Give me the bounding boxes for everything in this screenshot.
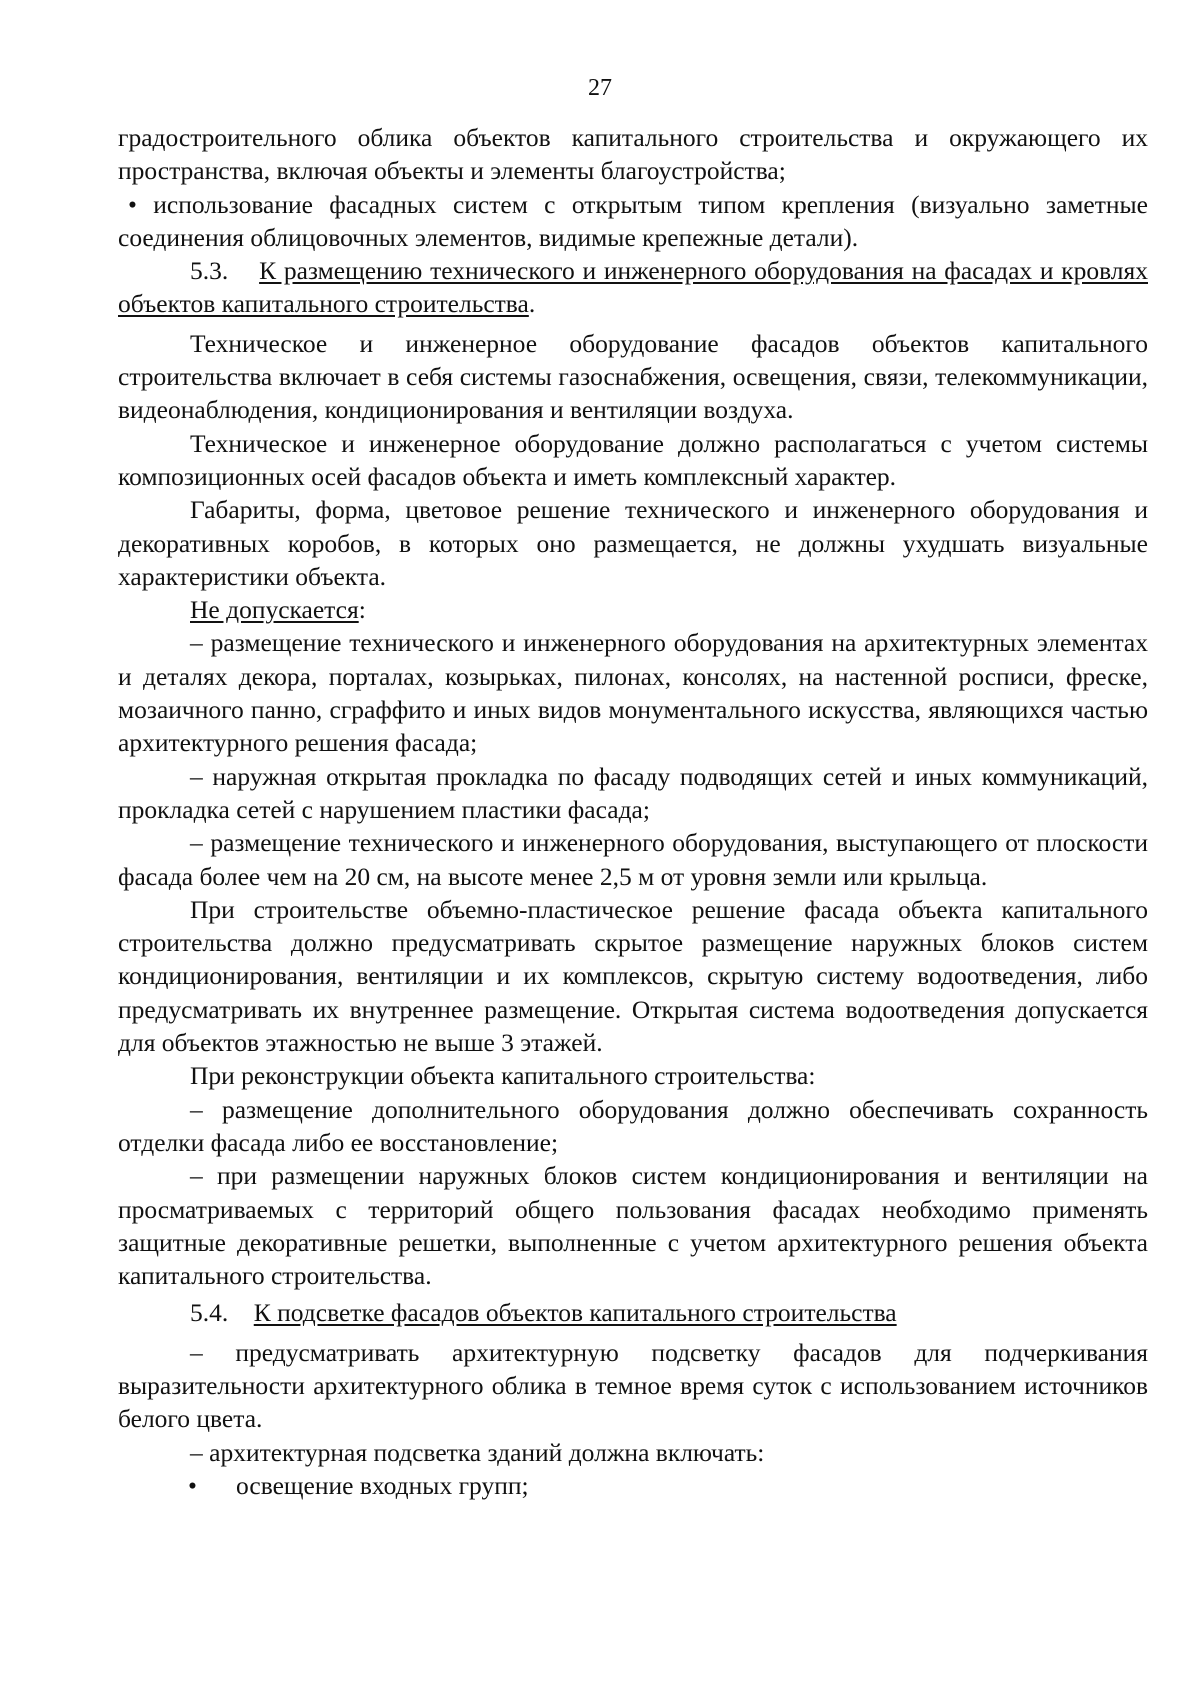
section-5-4-heading: [118, 1296, 1148, 1329]
list-item-additional-equipment: – размещение дополнительного оборудования должно обеспечивать сохранность отделки фасада либо ее восстановление;: [118, 1094, 1148, 1157]
paragraph-continuation: градостроительного облика объектов капитального строительства и окружающего их пространства, включая объекты и элементы благоустройства;: [118, 123, 1148, 186]
bullet-facade-systems: • использование фасадных систем с открытым типом крепления (визуально заметные соединения облицовочных элементов, видимые крепежные детали).: [118, 189, 1148, 252]
paragraph-reconstruction: При реконструкции объекта капитального строительства:: [190, 1061, 816, 1091]
list-item-lighting-includes: – архитектурная подсветка зданий должна включать:: [190, 1437, 765, 1467]
not-allowed-colon: :: [358, 595, 366, 625]
list-item-protruding-equipment: – размещение технического и инженерного оборудования, выступающего от плоскости фасада более чем на 20 см, на высоте менее 2,5 м от уровня земли или крыльца.: [118, 828, 1148, 891]
bullet-mark: •: [188, 1470, 197, 1500]
section-5-3-title: К размещению технического и инженерного оборудования на фасадах и кровлях объектов капитального строительства: [118, 256, 1148, 319]
not-allowed-label: Не допускается: [190, 595, 359, 625]
list-item-decor-placement: – размещение технического и инженерного оборудования на архитектурных элементах и деталях декора, порталах, козырьках, пилонах, консолях, на настенной росписи, фреске, мозаичного панно, сграффито и иных видов монументального искусства, являющихся частью архитектурного решения фасада;: [118, 628, 1148, 758]
list-item-outdoor-units: – при размещении наружных блоков систем кондиционирования и вентиляции на просматриваемых с территорий общего пользования фасадах необходимо применять защитные декоративные решетки, выполненные с учетом архитектурного решения объекта капитального строительства.: [118, 1161, 1148, 1291]
paragraph-dimensions: Габариты, форма, цветовое решение технического и инженерного оборудования и декоративных коробов, в которых оно размещается, не должны ухудшать визуальные характеристики объекта.: [118, 495, 1148, 591]
section-5-3-end: .: [528, 289, 536, 319]
list-item-architectural-lighting: – предусматривать архитектурную подсветку фасадов для подчеркивания выразительности архитектурного облика в темное время суток с использованием источников белого цвета.: [118, 1337, 1148, 1434]
paragraph-not-allowed: [118, 593, 1148, 626]
list-item-open-wiring: – наружная открытая прокладка по фасаду подводящих сетей и иных коммуникаций, прокладка сетей с нарушением пластики фасада;: [118, 761, 1148, 824]
section-5-4-title: К подсветке фасадов объектов капитального строительства: [253, 1298, 897, 1328]
paragraph-equipment-placement: Техническое и инженерное оборудование должно располагаться с учетом системы композиционных осей фасадов объекта и иметь комплексный характер.: [118, 428, 1148, 491]
section-5-4-number: 5.4.: [190, 1298, 229, 1328]
section-5-3-heading: [118, 254, 1148, 321]
page-number: 27: [588, 75, 612, 101]
paragraph-equipment-includes: Техническое и инженерное оборудование фасадов объектов капитального строительства включает в себя системы газоснабжения, освещения, связи, телекоммуникации, видеонаблюдения, кондиционирования и вентиляции воздуха.: [118, 328, 1148, 425]
section-5-3-number: 5.3.: [190, 256, 229, 286]
paragraph-construction: При строительстве объемно-пластическое решение фасада объекта капитального строительства должно предусматривать скрытое размещение наружных блоков систем кондиционирования, вентиляции и их комплексов, скрытую систему водоотведения, либо предусматривать их внутреннее размещение. Открытая система водоотведения допускается для объектов этажностью не выше 3 этажей.: [118, 894, 1148, 1058]
document-body: [118, 121, 1148, 1502]
bullet-entrance-lighting: [188, 1469, 1148, 1502]
bullet-text: освещение входных групп;: [236, 1470, 529, 1500]
